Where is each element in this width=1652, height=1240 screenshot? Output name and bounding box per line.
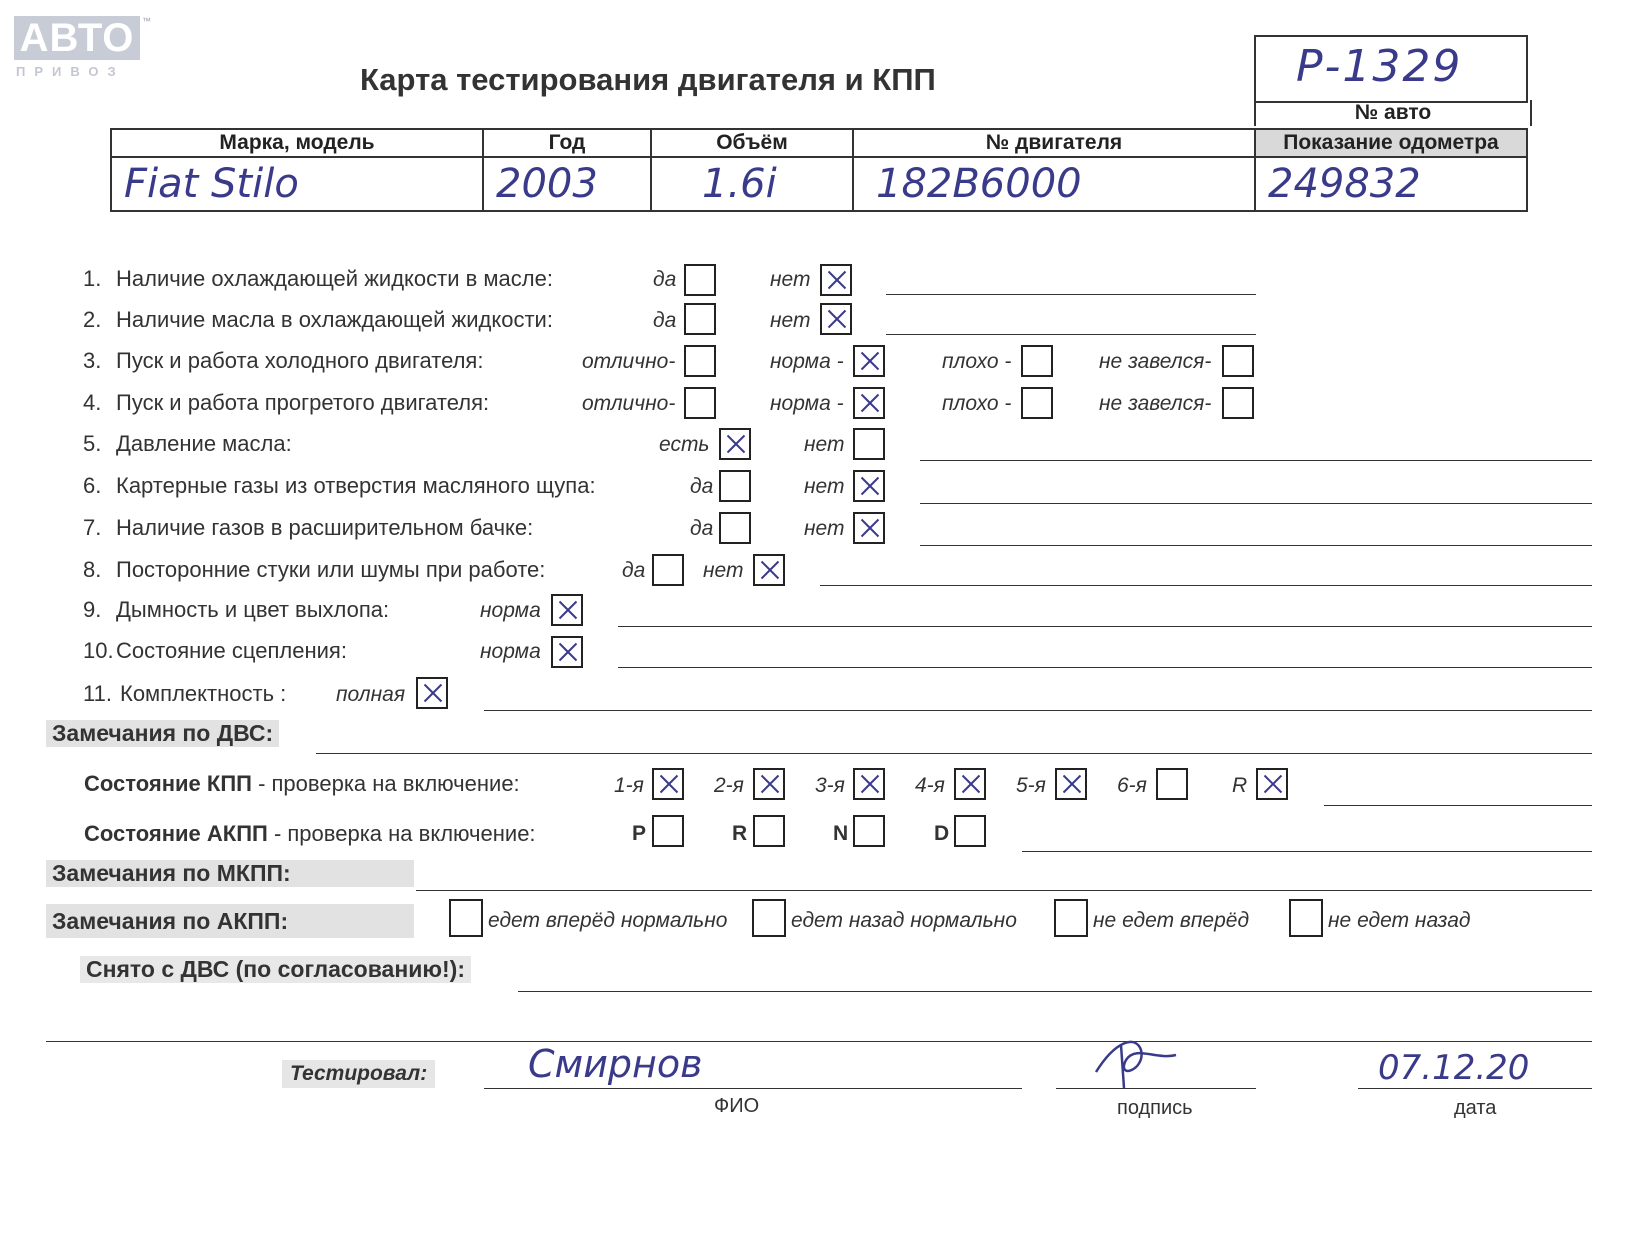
option-label: норма xyxy=(480,640,541,663)
signature-caption: подпись xyxy=(1117,1097,1193,1119)
notes-line xyxy=(1022,851,1592,852)
year-value: 2003 xyxy=(483,157,651,211)
notes-line xyxy=(316,753,1592,754)
gear-label: N xyxy=(833,822,849,845)
checkbox[interactable] xyxy=(449,899,483,937)
item-number: 10. xyxy=(83,638,114,663)
item-label: Дымность и цвет выхлопа: xyxy=(116,597,390,622)
notes-line xyxy=(820,585,1592,586)
checkbox-checked[interactable] xyxy=(820,303,852,335)
make-value: Fiat Stilo xyxy=(111,157,483,211)
item-label: Картерные газы из отверстия масляного щупа: xyxy=(116,473,596,498)
gear-label: 6-я xyxy=(1117,774,1147,797)
item-label: Комплектность : xyxy=(120,681,287,706)
checkbox[interactable] xyxy=(684,303,716,335)
checkbox-checked[interactable] xyxy=(416,677,448,709)
notes-line xyxy=(484,710,1592,711)
option-label: нет xyxy=(804,517,845,540)
vehicle-info-table xyxy=(110,128,1528,212)
checkbox[interactable] xyxy=(684,264,716,296)
notes-line xyxy=(618,626,1592,627)
notes-line xyxy=(416,890,1592,891)
logo-text: АВТО xyxy=(14,16,140,60)
notes-line xyxy=(618,667,1592,668)
gear-label: R xyxy=(732,822,748,845)
checkbox[interactable] xyxy=(853,428,885,460)
checkbox-checked[interactable] xyxy=(1256,768,1288,800)
option-label: отлично- xyxy=(582,392,676,415)
item-label: Посторонние стуки или шумы при работе: xyxy=(116,557,546,582)
item-label: Наличие масла в охлаждающей жидкости: xyxy=(116,307,553,332)
checkbox-checked[interactable] xyxy=(551,636,583,668)
checkbox-checked[interactable] xyxy=(652,768,684,800)
checkbox[interactable] xyxy=(1021,387,1053,419)
logo-trademark: ™ xyxy=(142,16,151,26)
logo-subtitle: ПРИВОЗ xyxy=(16,64,125,79)
checkbox-checked[interactable] xyxy=(1055,768,1087,800)
checkbox-checked[interactable] xyxy=(719,428,751,460)
item-number: 9. xyxy=(83,597,102,622)
option-label: да xyxy=(690,475,714,498)
checkbox[interactable] xyxy=(719,512,751,544)
option-label: не едет назад xyxy=(1328,909,1471,932)
signature-line xyxy=(1056,1088,1256,1089)
checkbox[interactable] xyxy=(752,899,786,937)
checkbox-checked[interactable] xyxy=(853,512,885,544)
item-label: Наличие охлаждающей жидкости в масле: xyxy=(116,266,553,291)
option-label: полная xyxy=(336,683,406,706)
tested-by-label: Тестировал: xyxy=(282,1060,435,1088)
page-title: Карта тестирования двигателя и КПП xyxy=(360,62,936,97)
gear-label: 5-я xyxy=(1016,774,1046,797)
notes-line xyxy=(46,1041,1592,1042)
checkbox[interactable] xyxy=(652,815,684,847)
item-label: Состояние сцепления: xyxy=(116,638,347,663)
gear-label: 2-я xyxy=(714,774,744,797)
engine-number-value: 182B6000 xyxy=(853,157,1255,211)
option-label: нет xyxy=(804,433,845,456)
remarks-auto-label: Замечания по АКПП: xyxy=(46,904,414,938)
gear-label: P xyxy=(632,822,647,845)
option-label: едет назад нормально xyxy=(791,909,1017,932)
checkbox[interactable] xyxy=(684,345,716,377)
gear-label: D xyxy=(934,822,950,845)
item-number: 4. xyxy=(83,390,102,415)
checkbox[interactable] xyxy=(853,815,885,847)
option-label: нет xyxy=(770,268,811,291)
checkbox-checked[interactable] xyxy=(853,768,885,800)
checkbox[interactable] xyxy=(652,554,684,586)
notes-line xyxy=(886,334,1256,335)
checkbox-checked[interactable] xyxy=(853,387,885,419)
checkbox-checked[interactable] xyxy=(954,768,986,800)
option-label: не завелся- xyxy=(1099,350,1212,373)
option-label: да xyxy=(690,517,714,540)
volume-value: 1.6i xyxy=(651,157,853,211)
notes-line xyxy=(886,294,1256,295)
option-label: не завелся- xyxy=(1099,392,1212,415)
checkbox[interactable] xyxy=(1222,387,1254,419)
stock-number-value: Р-1329 xyxy=(1296,41,1463,92)
option-label: плохо - xyxy=(942,392,1012,415)
logo xyxy=(14,16,151,80)
checkbox[interactable] xyxy=(684,387,716,419)
checkbox[interactable] xyxy=(1021,345,1053,377)
option-label: норма xyxy=(480,599,541,622)
checkbox-checked[interactable] xyxy=(853,470,885,502)
item-label: Наличие газов в расширительном бачке: xyxy=(116,515,534,540)
removed-label: Снято с ДВС (по согласованию!): xyxy=(80,956,471,983)
gear-label: 1-я xyxy=(614,774,644,797)
checkbox[interactable] xyxy=(719,470,751,502)
option-label: нет xyxy=(804,475,845,498)
col-header-volume: Объём xyxy=(651,129,853,157)
tester-name-handwritten: Смирнов xyxy=(528,1042,703,1086)
checkbox[interactable] xyxy=(1289,899,1323,937)
option-label: отлично- xyxy=(582,350,676,373)
item-number: 3. xyxy=(83,348,102,373)
checkbox-checked[interactable] xyxy=(753,768,785,800)
col-header-make: Марка, модель xyxy=(111,129,483,157)
item-number: 8. xyxy=(83,557,102,582)
option-label: не едет вперёд xyxy=(1093,909,1250,932)
checkbox[interactable] xyxy=(1222,345,1254,377)
checkbox-checked[interactable] xyxy=(753,554,785,586)
option-label: норма - xyxy=(770,350,844,373)
notes-line xyxy=(920,503,1592,504)
gear-label: 3-я xyxy=(815,774,845,797)
col-header-engine-number: № двигателя xyxy=(853,129,1255,157)
auto-gearbox-label: Состояние АКПП - проверка на включение: xyxy=(84,821,536,846)
item-label: Давление масла: xyxy=(116,431,292,456)
item-number: 7. xyxy=(83,515,102,540)
odometer-value: 249832 xyxy=(1255,157,1527,211)
notes-line xyxy=(1324,805,1592,806)
option-label: да xyxy=(653,268,677,291)
option-label: да xyxy=(622,559,646,582)
signature xyxy=(1086,1030,1186,1090)
option-label: есть xyxy=(659,433,710,456)
date-caption: дата xyxy=(1454,1097,1497,1119)
option-label: да xyxy=(653,309,677,332)
notes-line xyxy=(518,991,1592,992)
stock-number-box xyxy=(1254,35,1528,103)
item-number: 6. xyxy=(83,473,102,498)
item-number: 5. xyxy=(83,431,102,456)
option-label: нет xyxy=(703,559,744,582)
stock-number-label: № авто xyxy=(1254,100,1532,126)
date-line xyxy=(1358,1088,1592,1089)
date-handwritten: 07.12.20 xyxy=(1378,1048,1530,1088)
checkbox[interactable] xyxy=(753,815,785,847)
notes-line xyxy=(920,545,1592,546)
name-caption: ФИО xyxy=(714,1095,760,1117)
item-number: 2. xyxy=(83,307,102,332)
checkbox-checked[interactable] xyxy=(820,264,852,296)
gear-label: 4-я xyxy=(915,774,945,797)
col-header-odometer: Показание одометра xyxy=(1255,129,1527,157)
remarks-manual-label: Замечания по МКПП: xyxy=(46,860,414,887)
item-number: 1. xyxy=(83,266,102,291)
item-label: Пуск и работа холодного двигателя: xyxy=(116,348,484,373)
option-label: нет xyxy=(770,309,811,332)
checkbox[interactable] xyxy=(1054,899,1088,937)
checkbox[interactable] xyxy=(1156,768,1188,800)
col-header-year: Год xyxy=(483,129,651,157)
notes-line xyxy=(920,460,1592,461)
item-label: Пуск и работа прогретого двигателя: xyxy=(116,390,490,415)
option-label: плохо - xyxy=(942,350,1012,373)
option-label: норма - xyxy=(770,392,844,415)
checkbox[interactable] xyxy=(954,815,986,847)
remarks-engine-label: Замечания по ДВС: xyxy=(46,720,279,747)
gear-label: R xyxy=(1232,774,1248,797)
checkbox-checked[interactable] xyxy=(551,594,583,626)
checkbox-checked[interactable] xyxy=(853,345,885,377)
item-number: 11. xyxy=(83,681,112,706)
option-label: едет вперёд нормально xyxy=(488,909,728,932)
name-line xyxy=(484,1088,1022,1089)
manual-gearbox-label: Состояние КПП - проверка на включение: xyxy=(84,771,520,796)
